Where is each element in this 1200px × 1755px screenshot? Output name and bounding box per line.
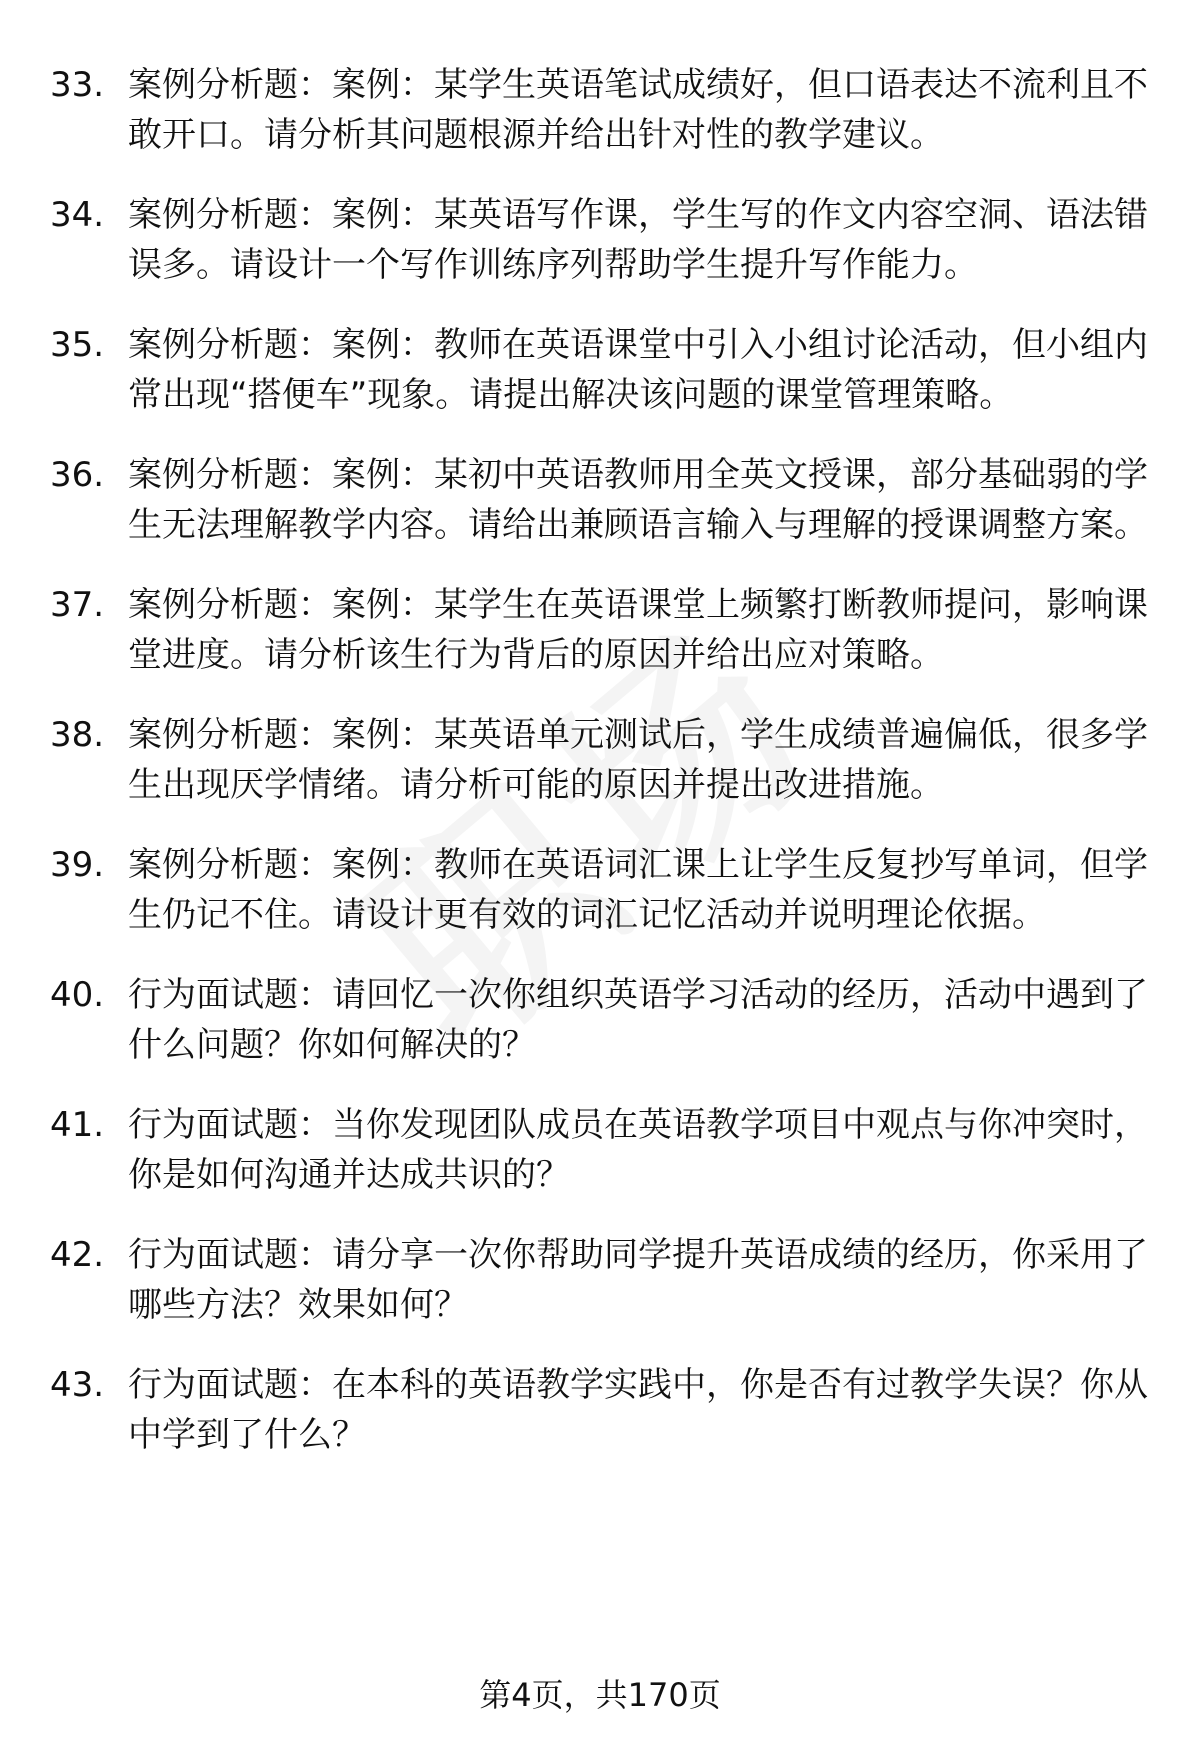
question-text: 行为面试题：当你发现团队成员在英语教学项目中观点与你冲突时，你是如何沟通并达成共识的？ (128, 1105, 1148, 1195)
question-item (50, 1230, 1150, 1330)
question-list (50, 60, 1150, 1490)
question-number: 38. (50, 715, 105, 755)
question-text: 案例分析题：案例：教师在英语课堂中引入小组讨论活动，但小组内常出现“搭便车”现象。请提出解决该问题的课堂管理策略。 (128, 325, 1148, 415)
question-text: 行为面试题：请分享一次你帮助同学提升英语成绩的经历，你采用了哪些方法？效果如何？ (128, 1235, 1148, 1325)
page-number-label: 第4页，共170页 (479, 1676, 721, 1714)
page-footer (0, 1675, 1200, 1715)
question-text: 案例分析题：案例：某学生在英语课堂上频繁打断教师提问，影响课堂进度。请分析该生行为背后的原因并给出应对策略。 (128, 585, 1148, 675)
question-number: 39. (50, 845, 105, 885)
question-text: 行为面试题：请回忆一次你组织英语学习活动的经历，活动中遇到了什么问题？你如何解决的？ (128, 975, 1148, 1065)
question-number: 43. (50, 1365, 105, 1405)
question-text: 行为面试题：在本科的英语教学实践中，你是否有过教学失误？你从中学到了什么？ (128, 1365, 1148, 1455)
question-item (50, 450, 1150, 550)
question-number: 42. (50, 1235, 105, 1275)
question-number: 34. (50, 195, 105, 235)
question-number: 37. (50, 585, 105, 625)
question-item (50, 190, 1150, 290)
question-number: 41. (50, 1105, 105, 1145)
question-item (50, 970, 1150, 1070)
question-text: 案例分析题：案例：教师在英语词汇课上让学生反复抄写单词，但学生仍记不住。请设计更有效的词汇记忆活动并说明理论依据。 (128, 845, 1148, 935)
question-text: 案例分析题：案例：某英语单元测试后，学生成绩普遍偏低，很多学生出现厌学情绪。请分析可能的原因并提出改进措施。 (128, 715, 1148, 805)
question-item (50, 320, 1150, 420)
question-item (50, 1100, 1150, 1200)
question-number: 33. (50, 65, 105, 105)
question-item (50, 60, 1150, 160)
question-number: 35. (50, 325, 105, 365)
question-item (50, 840, 1150, 940)
question-number: 36. (50, 455, 105, 495)
question-number: 40. (50, 975, 105, 1015)
question-item (50, 710, 1150, 810)
question-text: 案例分析题：案例：某英语写作课，学生写的作文内容空洞、语法错误多。请设计一个写作训练序列帮助学生提升写作能力。 (128, 195, 1148, 285)
question-text: 案例分析题：案例：某初中英语教师用全英文授课，部分基础弱的学生无法理解教学内容。请给出兼顾语言输入与理解的授课调整方案。 (128, 455, 1148, 545)
question-text: 案例分析题：案例：某学生英语笔试成绩好，但口语表达不流利且不敢开口。请分析其问题根源并给出针对性的教学建议。 (128, 65, 1148, 155)
question-item (50, 1360, 1150, 1460)
question-item (50, 580, 1150, 680)
